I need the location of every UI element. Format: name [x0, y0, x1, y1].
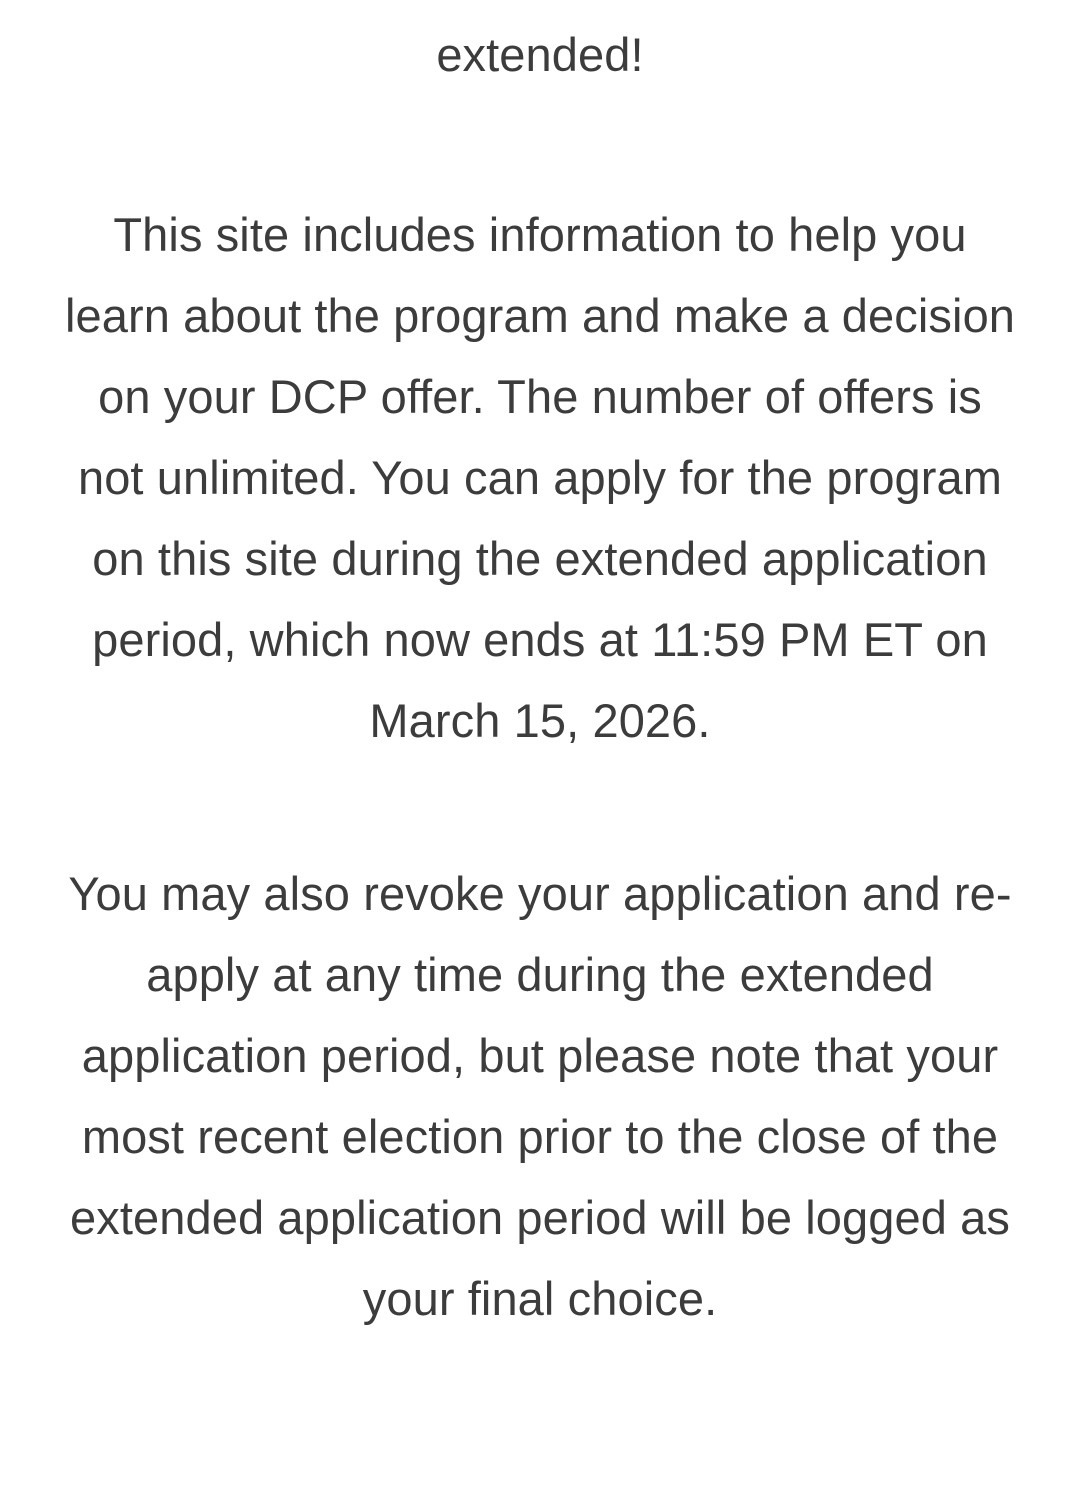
paragraph-program-info: This site includes information to help you learn about the program and make a decision on your DCP offer. The number of offers is not unlimited. You can apply for the program on this site during the extended application period, which now ends at 11:59 PM ET on March 15, 2026.: [64, 208, 1016, 747]
paragraph-revoke-policy: You may also revoke your application and re-apply at any time during the extended application period, but please note that your most recent election prior to the close of the extended application period will be logged as your final choice.: [68, 867, 1012, 1325]
page-title-continuation: extended!: [436, 28, 644, 81]
